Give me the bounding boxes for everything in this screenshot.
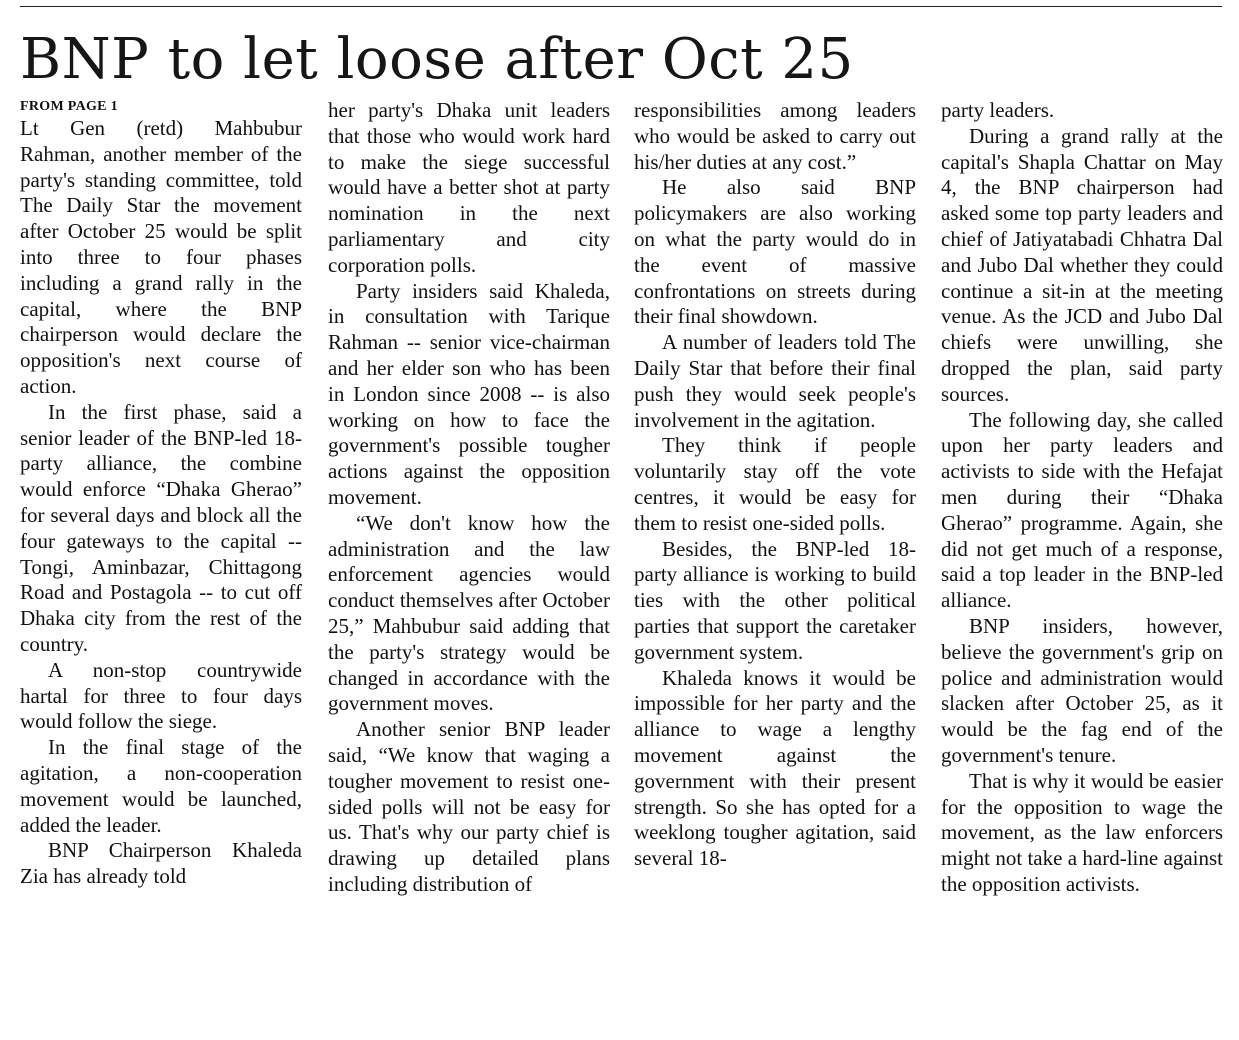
headline: BNP to let loose after Oct 25 [20,27,854,92]
paragraph-continued: party leaders. [941,98,1055,122]
top-rule [20,6,1222,7]
paragraph: In the final stage of the agitation, a non-cooperation movement would be launched, added the leader. [20,735,302,837]
paragraph: Khaleda knows it would be impossible for her party and the alliance to wage a lengthy movement against the government with their present strength. So she has opted for a weeklong tougher agitation, said several 18- [634,665,916,871]
paragraph: During a grand rally at the capital's Shapla Chattar on May 4, the BNP chairperson had asked some top party leaders and chief of Jatiyatabadi Chhatra Dal and Jubo Dal whether they could continue a sit-in at the meeting venue. As the JCD and Jubo Dal chiefs were unwilling, she dropped the plan, said party sources. [941,123,1223,406]
paragraph: “We don't know how the administration and the law enforcement agencies would conduct themselves after October 25,” Mahbubur said adding that the party's strategy would be changed in accordance with the government moves. [328,510,610,716]
paragraph: That is why it would be easier for the opposition to wage the movement, as the law enforcers might not take a hard-line against the opposition activists. [941,768,1223,896]
article-body [20,98,1224,1028]
paragraph-continued: responsibilities among leaders who would be asked to carry out his/her duties at any cost.” [634,98,916,174]
paragraph: Lt Gen (retd) Mahbubur Rahman, another member of the party's standing committee, told The Daily Star the movement after October 25 would be split into three to four phases including a grand rally in the capital, where the BNP chairperson would declare the opposition's next course of action. [20,116,302,398]
paragraph: A non-stop countrywide hartal for three to four days would follow the siege. [20,657,302,734]
paragraph: Besides, the BNP-led 18-party alliance is working to build ties with the other political parties that support the caretaker government system. [634,536,916,664]
column-2 [328,98,610,1028]
paragraph: Another senior BNP leader said, “We know that waging a tougher movement to resist one-sided polls will not be easy for us. That's why our party chief is drawing up detailed plans including distribution of [328,717,610,896]
paragraph: BNP Chairperson Khaleda Zia has already told [20,838,302,889]
column-1 [20,98,302,1028]
paragraph: He also said BNP policymakers are also working on what the party would do in the event of massive confrontations on streets during their final showdown. [634,175,916,329]
paragraph-continued: her party's Dhaka unit leaders that those who would work hard to make the siege successful would have a better shot at party nomination in the next parliamentary and city corporation polls. [328,98,610,277]
column-3 [634,98,916,1028]
paragraph: The following day, she called upon her party leaders and activists to side with the Hefajat men during their “Dhaka Gherao” programme. Again, she did not get much of a response, said a top leader in the BNP-led alliance. [941,407,1223,613]
paragraph: BNP insiders, however, believe the government's grip on police and administration would slacken after October 25, as it would be the fag end of the government's tenure. [941,613,1223,767]
paragraph: A number of leaders told The Daily Star that before their final push they would seek people's involvement in the agitation. [634,330,916,432]
paragraph: Party insiders said Khaleda, in consultation with Tarique Rahman -- senior vice-chairman and her elder son who has been in London since 2008 -- is also working on how to face the government's possible tougher actions against the opposition movement. [328,278,610,509]
column-4 [941,98,1223,1028]
paragraph: They think if people voluntarily stay off the vote centres, it would be easy for them to resist one-sided polls. [634,433,916,535]
paragraph: In the first phase, said a senior leader of the BNP-led 18-party alliance, the combine would enforce “Dhaka Gherao” for several days and block all the four gateways to the capital -- Tongi, Aminbazar, Chittagong Road and Postagola -- to cut off Dhaka city from the rest of the country. [20,399,302,656]
dateline: FROM PAGE 1 [20,99,118,114]
